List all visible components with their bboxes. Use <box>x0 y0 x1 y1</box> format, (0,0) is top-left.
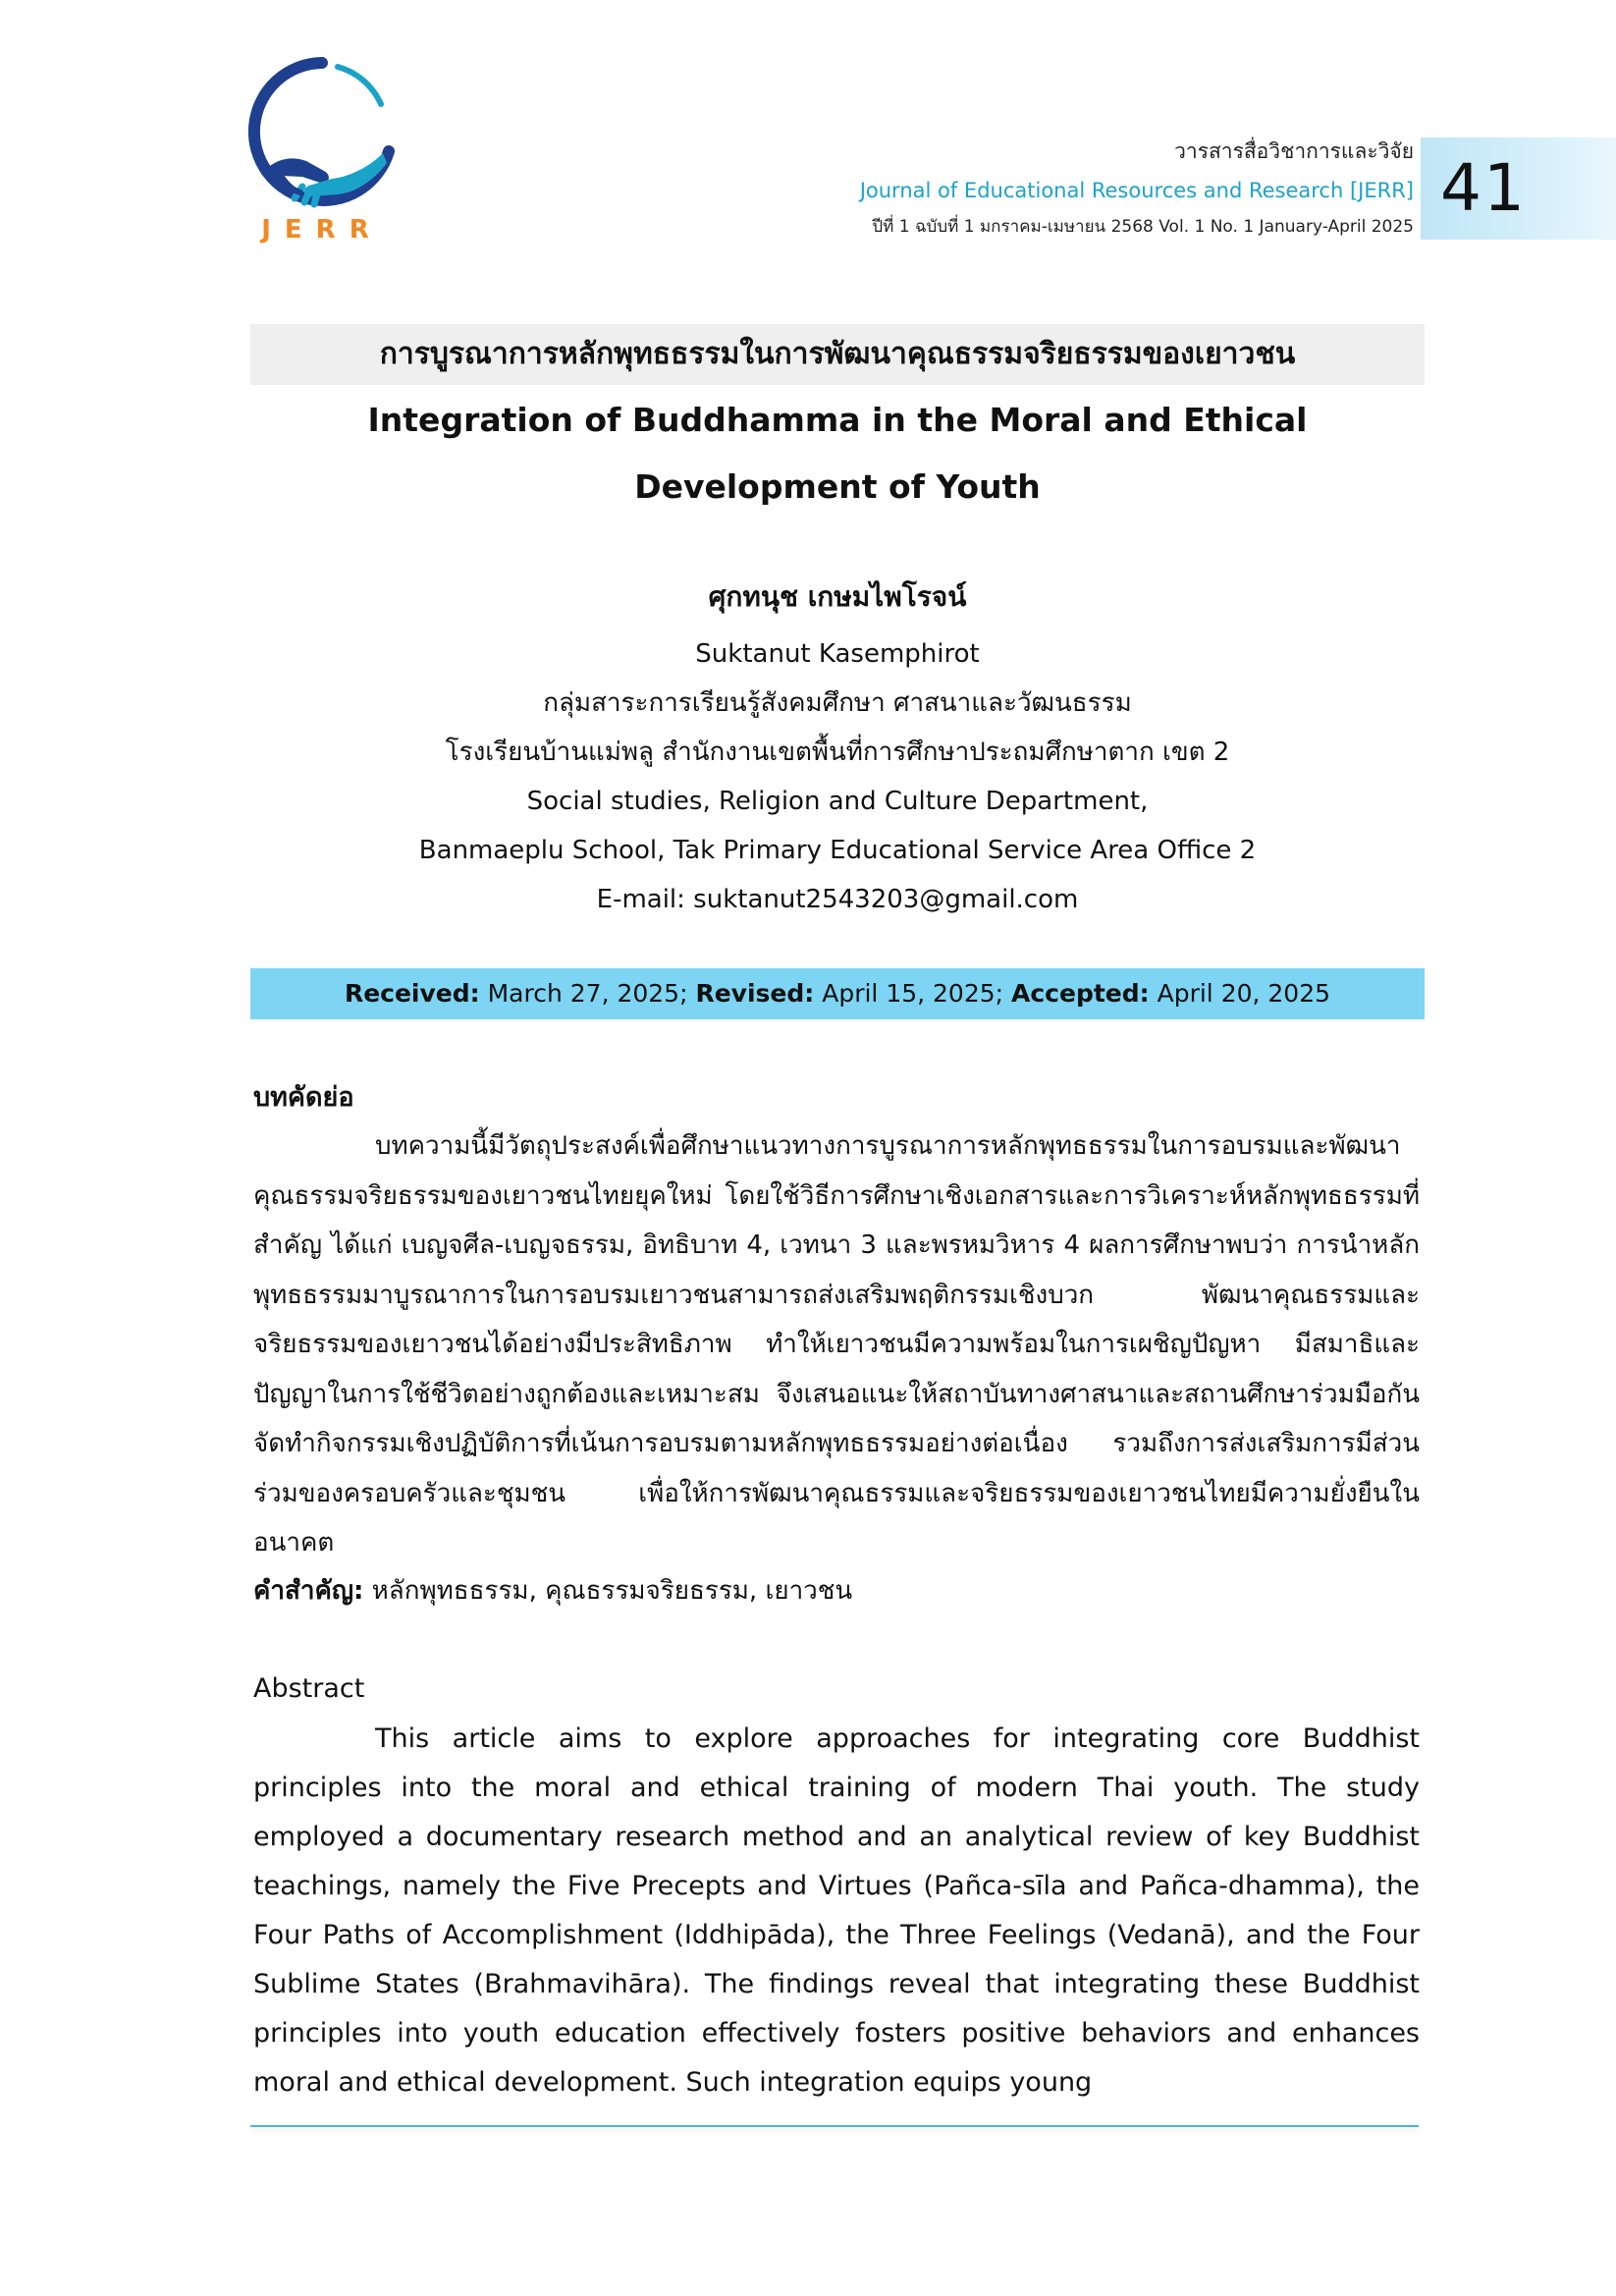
keywords-label: คำสำคัญ: <box>253 1576 364 1606</box>
handshake-logo-icon <box>243 57 401 244</box>
affiliation-eng-1: Social studies, Religion and Culture Department, <box>526 787 1149 816</box>
keywords-thai <box>253 1571 852 1611</box>
journal-logo <box>243 57 401 244</box>
abstract-eng-heading: Abstract <box>253 1673 365 1704</box>
affiliation-thai-1: กลุ่มสาระการเรียนรู้สังคมศึกษา ศาสนาและวัฒนธรรม <box>543 688 1132 718</box>
page-number: 41 <box>1440 150 1527 226</box>
journal-name-eng: Journal of Educational Resources and Research [JERR] <box>859 179 1414 202</box>
accepted-value: April 20, 2025 <box>1149 979 1331 1008</box>
dates-bar <box>250 968 1425 1019</box>
revised-value: April 15, 2025; <box>814 979 1012 1008</box>
abstract-thai-text: บทความนี้มีวัตถุประสงค์เพื่อศึกษาแนวทางการบูรณาการหลักพุทธธรรมในการอบรมและพัฒนาคุณธรรมจริยธรรมของเยาวชนไทยยุคใหม่ โดยใช้วิธีการศึกษาเชิงเอกสารและการวิเคราะห์หลักพุทธธรรมที่สำคัญ ได้แก่ เบญจศีล-เบญจธรรม, อิทธิบาท 4, เวทนา 3 และพรหมวิหาร 4 ผลการศึกษาพบว่า การนำหลักพุทธธรรมมาบูรณาการในการอบรมเยาวชนสามารถส่งเสริมพฤติกรรมเชิงบวก พัฒนาคุณธรรมและจริยธรรมของเยาวชนได้อย่างมีประสิทธิภาพ ทำให้เยาวชนมีความพร้อมในการเผชิญปัญหา มีสมาธิและปัญญาในการใช้ชีวิตอย่างถูกต้องและเหมาะสม จึงเสนอแนะให้สถาบันทางศาสนาและสถานศึกษาร่วมมือกันจัดทำกิจกรรมเชิงปฏิบัติการที่เน้นการอบรมตามหลักพุทธธรรมอย่างต่อเนื่อง รวมถึงการส่งเสริมการมีส่วนร่วมของครอบครัวและชุมชน เพื่อให้การพัฒนาคุณธรรมและจริยธรรมของเยาวชนไทยมีความยั่งยืนในอนาคต <box>253 1131 1420 1558</box>
title-eng-line2: Development of Youth <box>634 467 1041 506</box>
abstract-thai-heading: บทคัดย่อ <box>253 1082 354 1113</box>
abstract-thai-body <box>253 1121 1420 1568</box>
abstract-eng-text: This article aims to explore approaches for integrating core Buddhist principles into the moral and ethical training of modern Thai youth. The study employed a documentary research method and an analytical review of key Buddhist teachings, namely the Five Precepts and Virtues (Pañca-sīla and Pañca-dhamma), the Four Paths of Accomplishment (Iddhipāda), the Three Feelings (Vedanā), and the Four Sublime States (Brahmavihāra). The findings reveal that integrating these Buddhist principles into youth education effectively fosters positive behaviors and enhances moral and ethical development. Such integration equips young <box>253 1723 1420 2098</box>
keywords-list: หลักพุทธธรรม, คุณธรรมจริยธรรม, เยาวชน <box>363 1576 853 1606</box>
author-name-thai: ศุกทนุช เกษมไพโรจน์ <box>708 580 967 613</box>
affiliation-thai-2: โรงเรียนบ้านแม่พลู สำนักงานเขตพื้นที่การศึกษาประถมศึกษาตาก เขต 2 <box>445 738 1230 767</box>
affiliation-eng-2: Banmaeplu School, Tak Primary Educational Service Area Office 2 <box>418 836 1257 865</box>
footer-divider <box>250 2125 1419 2127</box>
page-number-tab <box>1421 137 1616 240</box>
abstract-eng-body <box>253 1715 1420 2107</box>
title-thai: การบูรณาการหลักพุทธธรรมในการพัฒนาคุณธรรมจริยธรรมของเยาวชน <box>250 324 1425 385</box>
author-email[interactable]: E-mail: suktanut2543203@gmail.com <box>596 885 1079 914</box>
received-value: March 27, 2025; <box>479 979 696 1008</box>
revised-label: Revised: <box>695 979 815 1008</box>
logo-text: JERR <box>261 215 383 244</box>
author-name-eng: Suktanut Kasemphirot <box>695 639 980 669</box>
journal-info <box>530 134 1414 242</box>
journal-name-thai: วารสารสื่อวิชาการและวิจัย <box>1174 139 1414 163</box>
issue-line: ปีที่ 1 ฉบับที่ 1 มกราคม-เมษายน 2568 Vol. 1 No. 1 January-April 2025 <box>872 217 1414 237</box>
title-eng-line1: Integration of Buddhamma in the Moral and Ethical <box>367 401 1308 439</box>
accepted-label: Accepted: <box>1011 979 1150 1008</box>
received-label: Received: <box>344 979 480 1008</box>
